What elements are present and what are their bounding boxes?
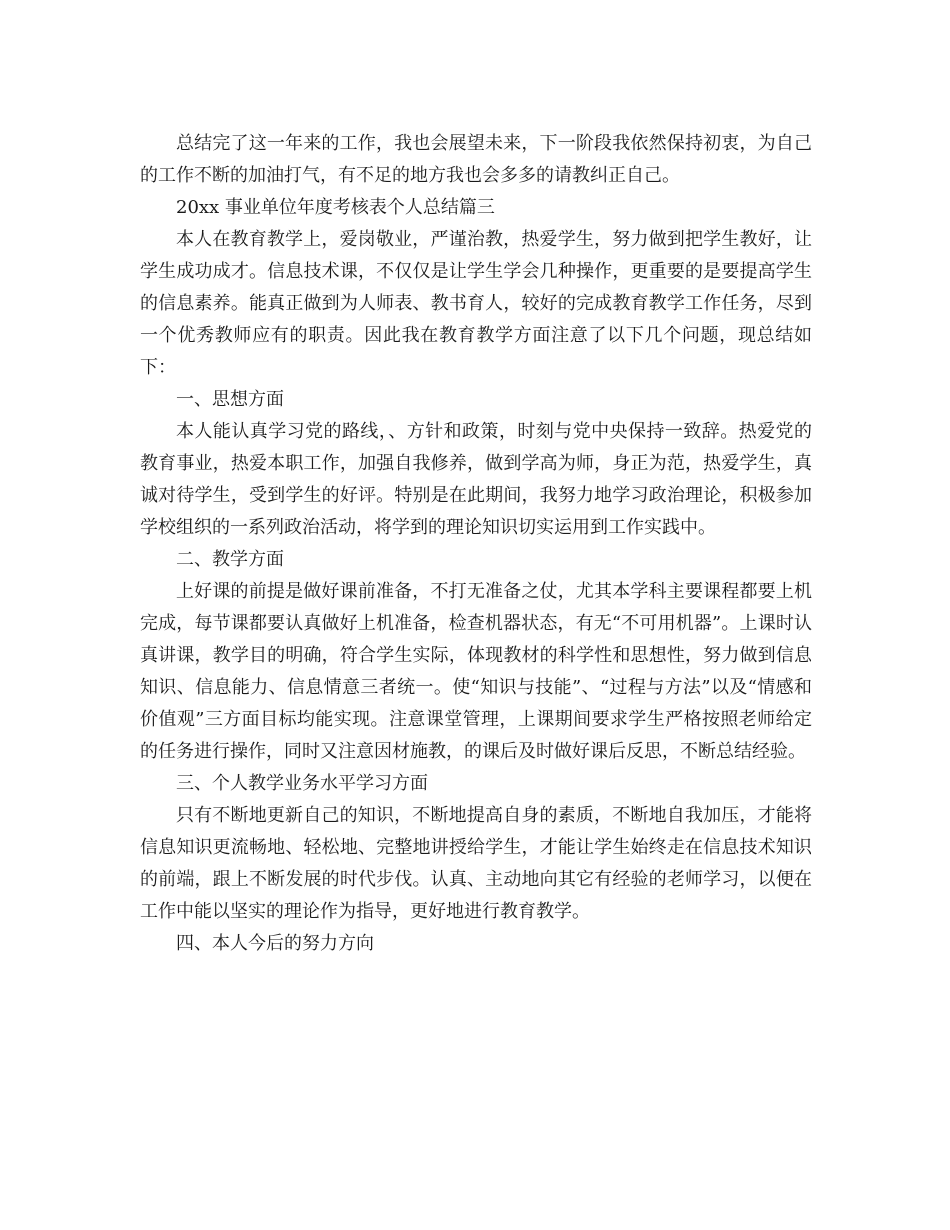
section-title-part-three: 20xx 事业单位年度考核表个人总结篇三 [176, 197, 495, 218]
paragraph-professional-study: 只有不断地更新自己的知识，不断地提高自身的素质，不断地自我加压，才能将信息知识更流畅地、轻松地、完整地讲授给学生，才能让学生始终走在信息技术知识的前端，跟上不断发展的时代步伐。认真、主动地向其它有经验的老师学习，以便在工作中能以坚实的理论作为指导，更好地进行教育教学。 [140, 805, 812, 922]
document-page [140, 128, 812, 960]
heading-ideology: 一、思想方面 [176, 389, 284, 410]
paragraph-teaching: 上好课的前提是做好课前准备，不打无准备之仗，尤其本学科主要课程都要上机完成，每节课都要认真做好上机准备，检查机器状态，有无“不可用机器”。上课时认真讲课，教学目的明确，符合学生实际，体现教材的科学性和思想性，努力做到信息知识、信息能力、信息情意三者统一。使“知识与技能”、“过程与方法”以及“情感和价值观”三方面目标均能实现。注意课堂管理，上课期间要求学生严格按照老师给定的任务进行操作，同时又注意因材施教，的课后及时做好课后反思，不断总结经验。 [140, 581, 812, 762]
heading-professional-study: 三、个人教学业务水平学习方面 [176, 773, 428, 794]
paragraph-ideology: 本人能认真学习党的路线，、方针和政策，时刻与党中央保持一致辞。热爱党的教育事业，热爱本职工作，加强自我修养，做到学高为师，身正为范，热爱学生，真诚对待学生，受到学生的好评。特别是在此期间，我努力地学习政治理论，积极参加学校组织的一系列政治活动，将学到的理论知识切实运用到工作实践中。 [140, 421, 812, 538]
paragraph-closing-summary: 总结完了这一年来的工作，我也会展望未来，下一阶段我依然保持初衷，为自己的工作不断的加油打气，有不足的地方我也会多多的请教纠正自己。 [140, 133, 812, 186]
paragraph-intro: 本人在教育教学上，爱岗敬业，严谨治教，热爱学生，努力做到把学生教好，让学生成功成才。信息技术课，不仅仅是让学生学会几种操作，更重要的是要提高学生的信息素养。能真正做到为人师表、教书育人，较好的完成教育教学工作任务，尽到一个优秀教师应有的职责。因此我在教育教学方面注意了以下几个问题，现总结如下： [140, 229, 812, 378]
heading-future-direction: 四、本人今后的努力方向 [176, 933, 374, 954]
heading-teaching: 二、教学方面 [176, 549, 284, 570]
